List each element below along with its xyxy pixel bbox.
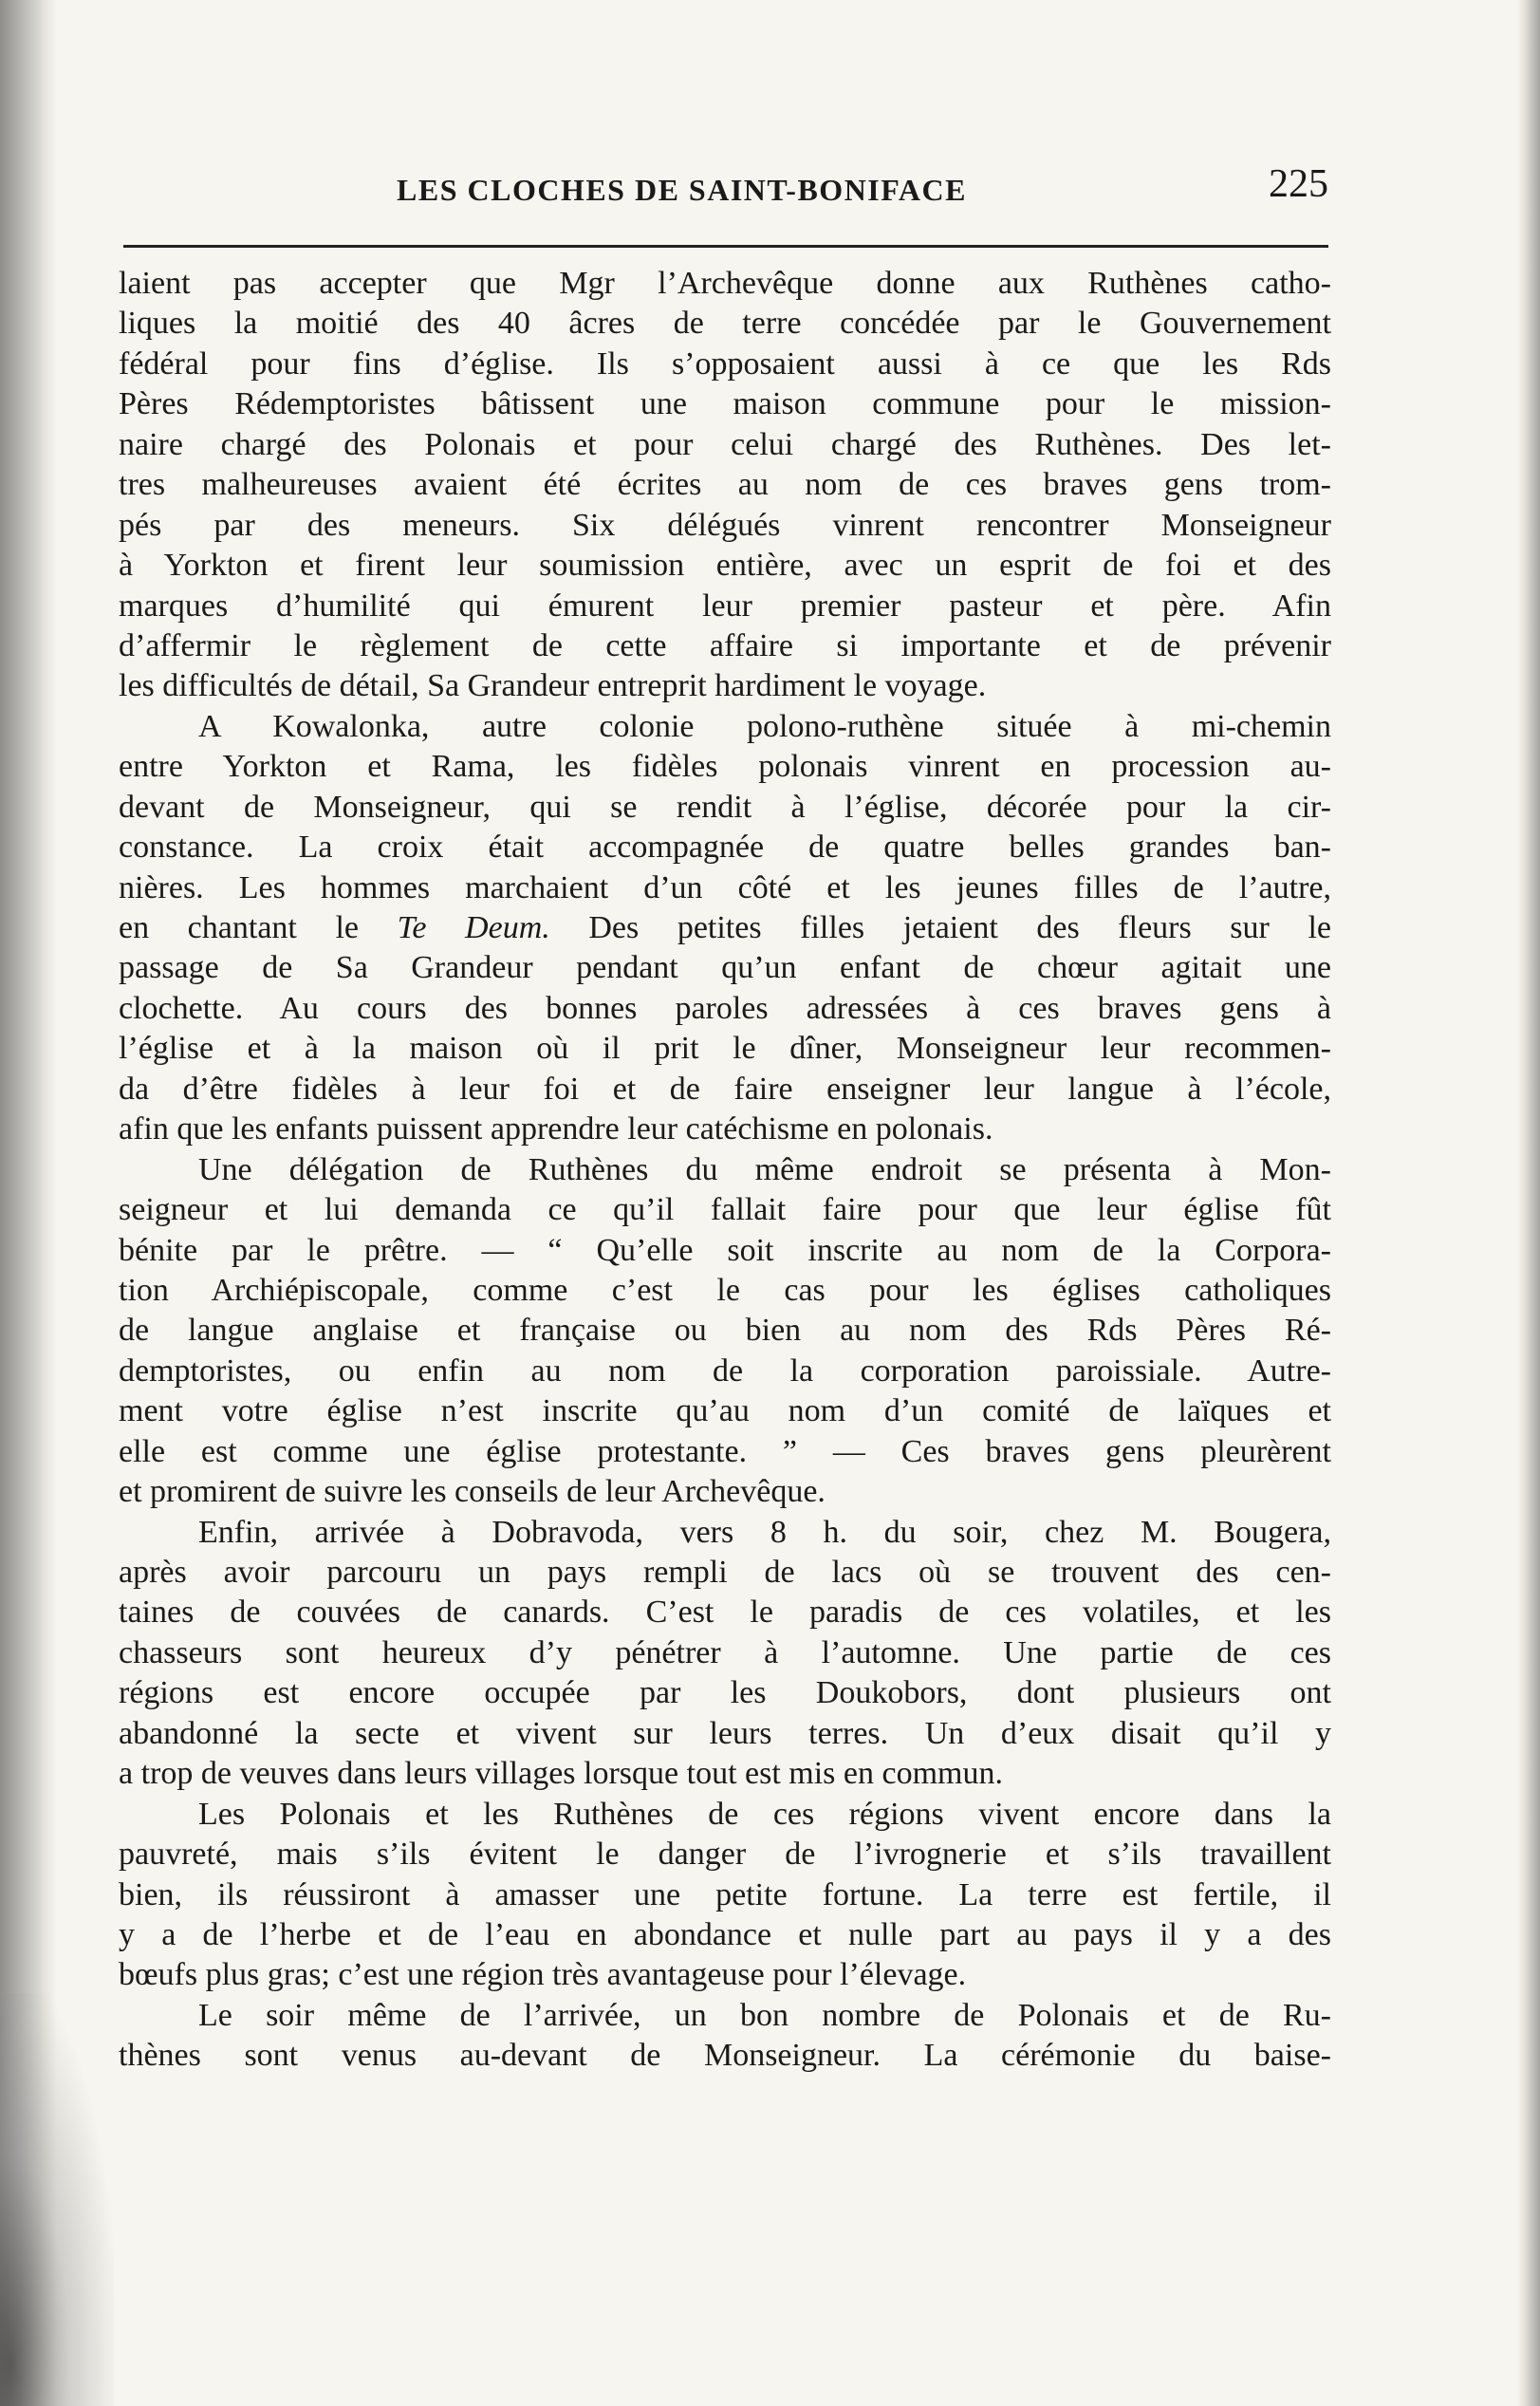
text-line: et promirent de suivre les conseils de leur Archevêque. xyxy=(119,1474,826,1510)
text-line: demptoristes, ou enfin au nom de la corporation paroissiale. Autre- xyxy=(119,1352,1331,1389)
text-line: fédéral pour fins d’église. Ils s’opposaient aussi à ce que les Rds xyxy=(119,345,1331,382)
text-line: nières. Les hommes marchaient d’un côté et les jeunes filles de l’autre, xyxy=(119,869,1331,905)
text-line: clochette. Au cours des bonnes paroles adressées à ces braves gens à xyxy=(119,990,1331,1026)
text-run: Des petites filles jetaient des fleurs sur le xyxy=(549,910,1331,945)
text-line: A Kowalonka, autre colonie polono-ruthène située à mi-chemin xyxy=(198,708,1331,744)
text-line: da d’être fidèles à leur foi et de faire enseigner leur langue à l’école, xyxy=(119,1071,1331,1107)
text-line: bénite par le prêtre. — “ Qu’elle soit inscrite au nom de la Corpora- xyxy=(119,1232,1331,1268)
text-line: tion Archiépiscopale, comme c’est le cas pour les églises catholiques xyxy=(119,1272,1331,1308)
page-number: 225 xyxy=(1269,162,1328,206)
text-line: y a de l’herbe et de l’eau en abondance et nulle part au pays il y a des xyxy=(119,1916,1331,1952)
text-line: Pères Rédemptoristes bâtissent une maison commune pour le mission- xyxy=(119,386,1331,422)
text-line: Enfin, arrivée à Dobravoda, vers 8 h. du soir, chez M. Bougera, xyxy=(198,1514,1331,1550)
text-line: bien, ils réussiront à amasser une petite fortune. La terre est fertile, il xyxy=(119,1876,1331,1912)
text-line: abandonné la secte et vivent sur leurs terres. Un d’eux disait qu’il y xyxy=(119,1715,1331,1751)
text-line: Le soir même de l’arrivée, un bon nombre de Polonais et de Ru- xyxy=(198,1997,1331,2033)
text-line: tres malheureuses avaient été écrites au nom de ces braves gens trom- xyxy=(119,467,1331,503)
text-line: a trop de veuves dans leurs villages lorsque tout est mis en commun. xyxy=(119,1756,1003,1792)
text-line: devant de Monseigneur, qui se rendit à l’église, décorée pour la cir- xyxy=(119,789,1331,825)
text-line: Les Polonais et les Ruthènes de ces régions vivent encore dans la xyxy=(198,1796,1331,1832)
italic-title: Te Deum. xyxy=(397,910,550,945)
text-line: marques d’humilité qui émurent leur premier pasteur et père. Afin xyxy=(119,588,1331,624)
text-line: de langue anglaise et française ou bien au nom des Rds Pères Ré- xyxy=(119,1313,1331,1349)
text-line: pés par des meneurs. Six délégués vinrent rencontrer Monseigneur xyxy=(119,507,1331,543)
text-line: constance. La croix était accompagnée de quatre belles grandes ban- xyxy=(119,830,1331,866)
text-line: à Yorkton et firent leur soumission entière, avec un esprit de foi et des xyxy=(119,548,1331,584)
running-title: LES CLOCHES DE SAINT-BONIFACE xyxy=(397,173,967,207)
text-line: passage de Sa Grandeur pendant qu’un enfant de chœur agitait une xyxy=(119,950,1331,986)
text-line: d’affermir le règlement de cette affaire si importante et de prévenir xyxy=(119,627,1331,663)
text-line: l’église et à la maison où il prit le dîner, Monseigneur leur recommen- xyxy=(119,1031,1331,1067)
text-line: taines de couvées de canards. C’est le paradis de ces volatiles, et les xyxy=(119,1595,1331,1631)
text-line: laient pas accepter que Mgr l’Archevêque donne aux Ruthènes catho- xyxy=(119,266,1331,301)
text-line: thènes sont venus au-devant de Monseigneur. La cérémonie du baise- xyxy=(119,2038,1331,2074)
text-line: après avoir parcouru un pays rempli de lacs où se trouvent des cen- xyxy=(119,1555,1331,1590)
text-line: seigneur et lui demanda ce qu’il fallait faire pour que leur église fût xyxy=(119,1192,1331,1228)
text-line: Une délégation de Ruthènes du même endroit se présenta à Mon- xyxy=(198,1151,1331,1187)
running-header xyxy=(123,159,1328,216)
text-line: les difficultés de détail, Sa Grandeur entreprit hardiment le voyage. xyxy=(119,668,987,704)
text-line: ment votre église n’est inscrite qu’au nom d’un comité de laïques et xyxy=(119,1393,1331,1429)
header-rule xyxy=(123,245,1328,248)
body-text xyxy=(119,264,1331,2077)
scan-stain-bottom-left xyxy=(0,1993,114,2406)
text-line: liques la moitié des 40 âcres de terre concédée par le Gouvernement xyxy=(119,306,1331,342)
text-line: afin que les enfants puissent apprendre leur catéchisme en polonais. xyxy=(119,1111,993,1147)
text-run: en chantant le xyxy=(119,910,398,945)
text-line: régions est encore occupée par les Doukobors, dont plusieurs ont xyxy=(119,1675,1331,1711)
text-line: elle est comme une église protestante. ” — Ces braves gens pleurèrent xyxy=(119,1433,1331,1469)
text-line: chasseurs sont heureux d’y pénétrer à l’automne. Une partie de ces xyxy=(119,1634,1331,1670)
text-line: naire chargé des Polonais et pour celui chargé des Ruthènes. Des let- xyxy=(119,426,1331,462)
scan-shadow-right xyxy=(1517,0,1540,2406)
text-line: pauvreté, mais s’ils évitent le danger de l’ivrognerie et s’ils travaillent xyxy=(119,1837,1331,1873)
text-line xyxy=(119,908,1331,948)
text-line: bœufs plus gras; c’est une région très avantageuse pour l’élevage. xyxy=(119,1957,967,1993)
text-line: entre Yorkton et Rama, les fidèles polonais vinrent en procession au- xyxy=(119,749,1331,785)
